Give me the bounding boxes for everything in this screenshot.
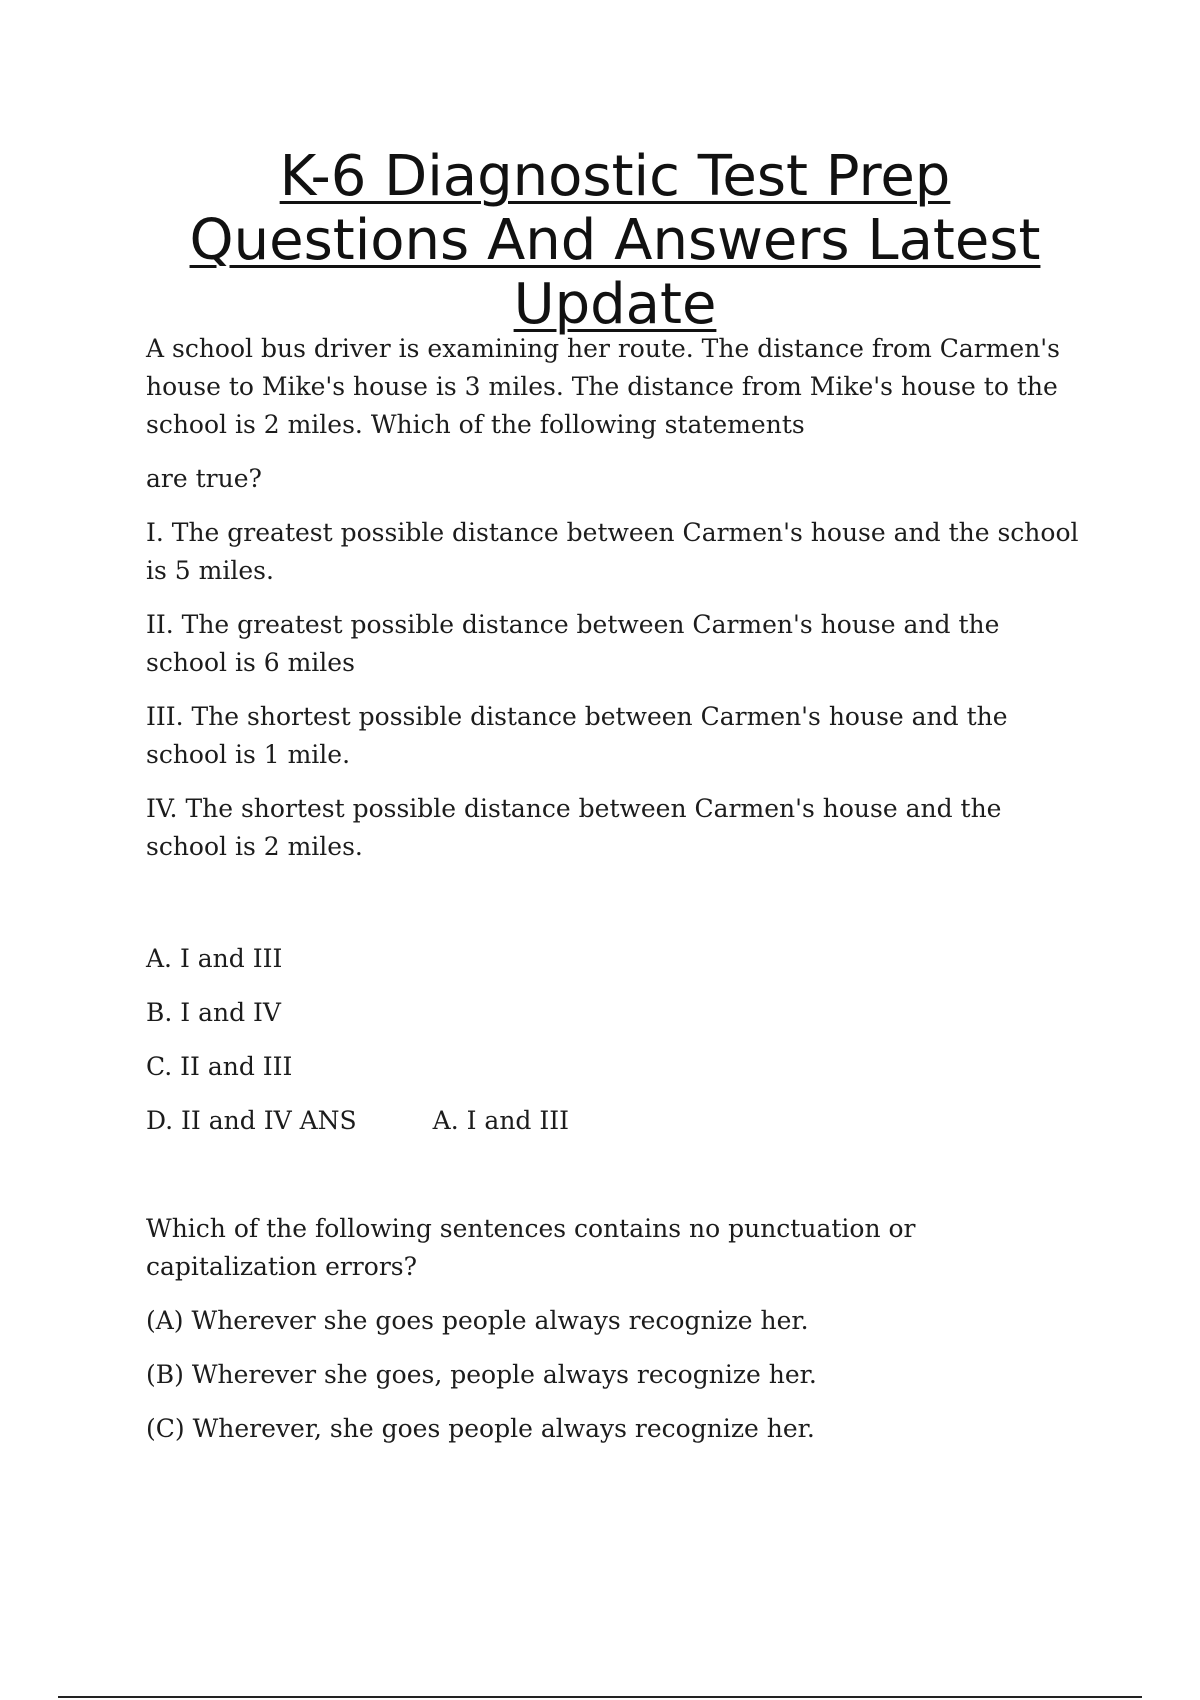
answer-text: A. I and III (432, 1106, 569, 1135)
option-b: B. I and IV (146, 998, 281, 1027)
question-2-stem: Which of the following sentences contains no punctuation or capitalization errors? (146, 1214, 916, 1281)
statement-1: I. The greatest possible distance between Carmen's house and the school is 5 miles. (146, 518, 1079, 585)
page-title (145, 145, 1085, 337)
statement-3: III. The shortest possible distance between Carmen's house and the school is 1 mile. (146, 702, 1008, 769)
statement-4: IV. The shortest possible distance between Carmen's house and the school is 2 miles. (146, 794, 1002, 861)
q2-option-a: (A) Wherever she goes people always recognize her. (146, 1306, 809, 1335)
footer-divider (58, 1696, 1142, 1698)
question-1-stem-continued: are true? (146, 464, 262, 493)
question-1 (146, 330, 1086, 882)
statement-2: II. The greatest possible distance between Carmen's house and the school is 6 miles (146, 610, 1000, 677)
question-2 (146, 1210, 1086, 1464)
option-a: A. I and III (146, 944, 283, 973)
option-d-line (146, 1102, 1086, 1140)
q2-option-c: (C) Wherever, she goes people always recognize her. (146, 1414, 815, 1443)
question-1-stem: A school bus driver is examining her route. The distance from Carmen's house to Mike's house is 3 miles. The distance from Mike's house to the school is 2 miles. Which of the following statements (146, 334, 1061, 439)
q2-option-b: (B) Wherever she goes, people always recognize her. (146, 1360, 817, 1389)
option-c: C. II and III (146, 1052, 293, 1081)
page-title-text: K-6 Diagnostic Test Prep Questions And Answers Latest Update (189, 144, 1041, 337)
question-1-options (146, 940, 1086, 1156)
option-d: D. II and IV ANS (146, 1106, 357, 1135)
